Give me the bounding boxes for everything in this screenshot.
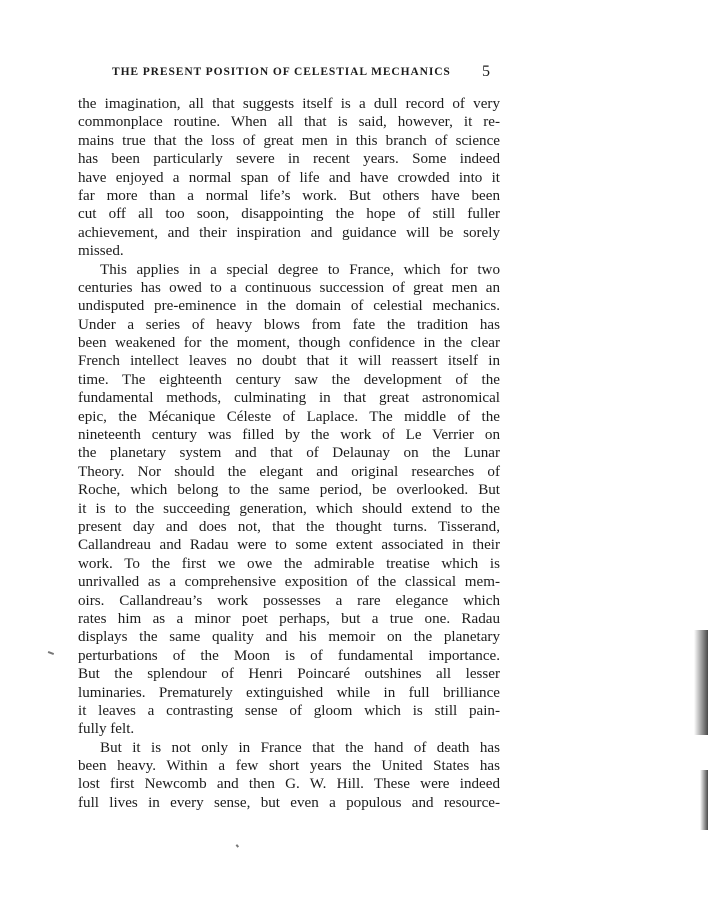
- text-line: fundamental methods, culminating in that great astronomical: [78, 390, 500, 407]
- text-line: mains true that the loss of great men in this branch of science: [78, 132, 500, 149]
- scan-speck: [48, 651, 54, 654]
- text-line: far more than a normal life’s work. But others have been: [78, 187, 500, 204]
- text-line: nineteenth century was filled by the work of Le Verrier on: [78, 427, 500, 444]
- text-line: commonplace routine. When all that is said, however, it re-: [78, 114, 500, 131]
- scan-edge-shadow: [700, 770, 708, 830]
- paragraph-start-line: This applies in a special degree to France, which for two: [100, 261, 500, 278]
- text-line: been heavy. Within a few short years the United States has: [78, 758, 500, 775]
- text-line: undisputed pre-eminence in the domain of celestial mechanics.: [78, 298, 500, 315]
- paragraph-start-line: But it is not only in France that the hand of death has: [100, 739, 500, 756]
- text-line: luminaries. Prematurely extinguished while in full brilliance: [78, 684, 500, 701]
- scan-edge-shadow: [694, 630, 708, 735]
- text-line: Under a series of heavy blows from fate the tradition has: [78, 316, 500, 333]
- text-line: But the splendour of Henri Poincaré outshines all lesser: [78, 666, 500, 683]
- text-line: Theory. Nor should the elegant and original researches of: [78, 463, 500, 480]
- text-line: have enjoyed a normal span of life and have crowded into it: [78, 169, 500, 186]
- text-line: oirs. Callandreau’s work possesses a rare elegance which: [78, 592, 500, 609]
- text-line: rates him as a minor poet perhaps, but a true one. Radau: [78, 610, 500, 627]
- text-line: French intellect leaves no doubt that it will reassert itself in: [78, 353, 500, 370]
- text-line: centuries has owed to a continuous succession of great men an: [78, 279, 500, 296]
- text-line: achievement, and their inspiration and guidance will be sorely: [78, 224, 500, 241]
- text-line: present day and does not, that the thought turns. Tisserand,: [78, 518, 500, 535]
- text-line: it is to the succeeding generation, which should extend to the: [78, 500, 500, 517]
- text-line: the imagination, all that suggests itself is a dull record of very: [78, 96, 500, 112]
- page-number: 5: [482, 63, 490, 80]
- text-line: the planetary system and that of Delaunay on the Lunar: [78, 445, 500, 462]
- text-line: lost first Newcomb and then G. W. Hill. These were indeed: [78, 776, 500, 793]
- text-line: fully felt.: [78, 721, 135, 738]
- text-line: time. The eighteenth century saw the development of the: [78, 371, 500, 388]
- text-line: cut off all too soon, disappointing the hope of still fuller: [78, 206, 500, 223]
- body-text: [78, 95, 500, 812]
- text-line: full lives in every sense, but even a populous and resource-: [78, 794, 500, 811]
- text-line: been weakened for the moment, though confidence in the clear: [78, 335, 500, 352]
- text-line: has been particularly severe in recent years. Some indeed: [78, 151, 500, 168]
- text-line: Callandreau and Radau were to some extent associated in their: [78, 537, 500, 554]
- text-line: missed.: [78, 243, 124, 260]
- text-line: it leaves a contrasting sense of gloom which is still pain-: [78, 702, 500, 719]
- running-header: THE PRESENT POSITION OF CELESTIAL MECHANICS: [112, 66, 451, 78]
- text-line: Roche, which belong to the same period, be overlooked. But: [78, 482, 500, 499]
- text-line: unrivalled as a comprehensive exposition of the classical mem-: [78, 574, 500, 591]
- scan-speck: [236, 844, 239, 847]
- text-line: displays the same quality and his memoir on the planetary: [78, 629, 500, 646]
- text-line: work. To the first we owe the admirable treatise which is: [78, 555, 500, 572]
- text-line: epic, the Mécanique Céleste of Laplace. The middle of the: [78, 408, 500, 425]
- text-line: perturbations of the Moon is of fundamental importance.: [78, 647, 500, 664]
